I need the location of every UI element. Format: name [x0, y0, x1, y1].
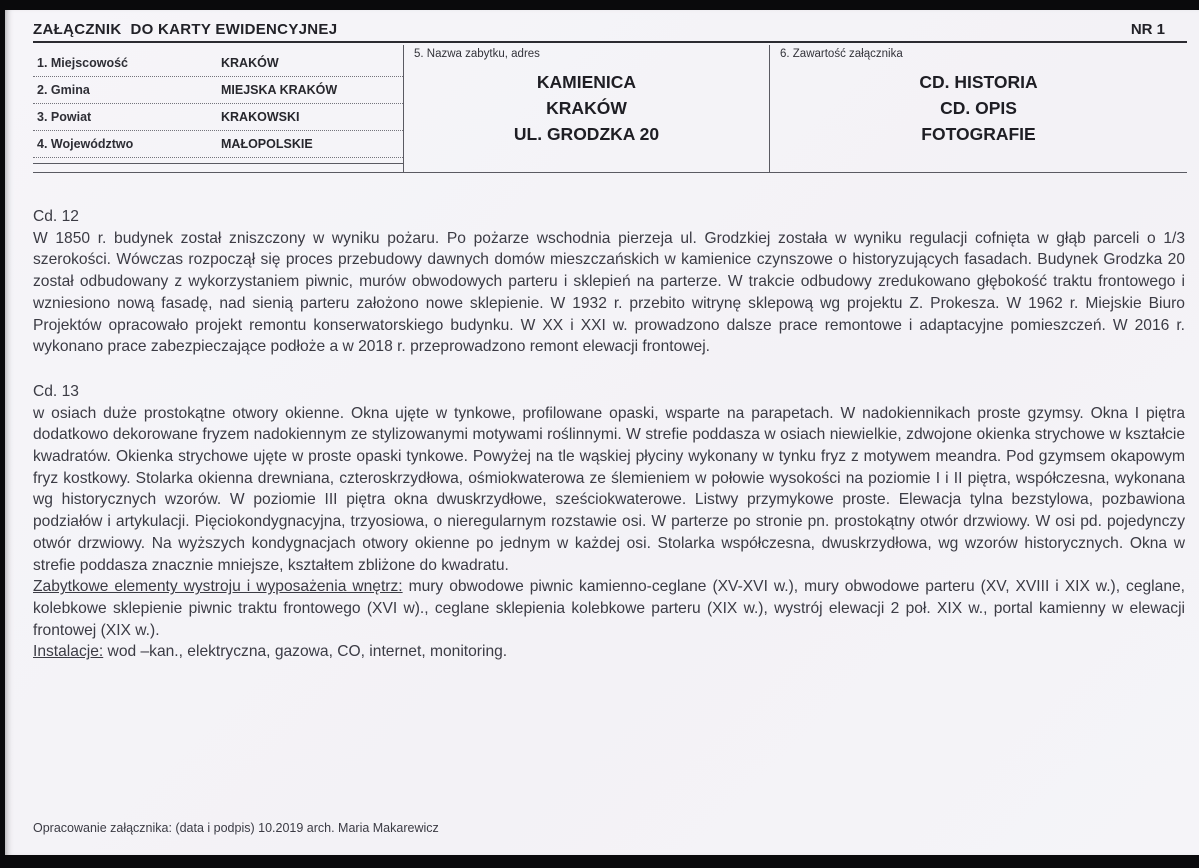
monument-cell-label: 5. Nazwa zabytku, adres: [414, 48, 540, 60]
heritage-elements-paragraph: [33, 576, 1185, 641]
contents-cell-label: 6. Zawartość załącznika: [780, 48, 903, 60]
field-label: 4. Województwo: [37, 137, 134, 151]
field-row-powiat: [33, 104, 403, 131]
location-fields-column: [33, 45, 403, 164]
field-label: 1. Miejscowość: [37, 56, 129, 70]
attachment-contents: [780, 69, 1177, 147]
field-label: 3. Powiat: [37, 110, 92, 124]
document-body: [33, 206, 1185, 663]
monument-name-line: KRAKÓW: [546, 98, 627, 118]
field-row-wojewodztwo: [33, 131, 403, 158]
field-label: 2. Gmina: [37, 83, 90, 97]
field-value: MAŁOPOLSKIE: [221, 137, 313, 151]
attachment-contents-cell: [770, 45, 1187, 172]
attachment-contents-line: FOTOGRAFIE: [921, 124, 1036, 144]
installations-text: wod –kan., elektryczna, gazowa, CO, internet, monitoring.: [103, 643, 508, 661]
monument-name-line: KAMIENICA: [536, 72, 637, 92]
attachment-contents-line: CD. HISTORIA: [919, 72, 1038, 92]
field-value: KRAKOWSKI: [221, 110, 300, 124]
footer-note: Opracowanie załącznika: (data i podpis) 10.2019 arch. Maria Makarewicz: [33, 821, 439, 835]
section-cd13: [33, 381, 1185, 663]
page-title: ZAŁĄCZNIK DO KARTY EWIDENCYJNEJ: [33, 21, 338, 38]
attachment-contents-line: CD. OPIS: [940, 98, 1017, 118]
section-text: w osiach duże prostokątne otwory okienne. Okna ujęte w tynkowe, profilowane opaski, wsparte na parapetach. W nadokiennikach proste gzymsy. Okna I piętra dodatkowo dekorowane fryzem nadokiennym ze stylizowanymi motywami roślinnymi. W strefie poddasza w osiach niewielkie, zdwojone okienka strychowe w kształcie kwadratów. Okienka strychowe ujęte w proste opaski tynkowe. Powyżej na tle wąskiej płyciny wykonany w tynku fryz z motywem meandra. Pod gzymsem okapowym fryz kostkowy. Stolarka okienna drewniana, czteroskrzydłowa, ośmiokwaterowa ze ślemieniem w połowie wysokości na poziomie I i II piętra, współczesna, wykonana wg historycznych wzorów. W poziomie III piętra okna dwuskrzydłowe, sześciokwaterowe. Listwy przymykowe proste. Elewacja tylna bezstylowa, pozbawiona podziałów i artykulacji. Pięciokondygnacyjna, trzyosiowa, o nieregularnym rozstawie osi. W parterze po stronie pn. prostokątny otwór drzwiowy. W osi pd. pojedynczy otwór drzwiowy. Na wyższych kondygnacjach otwory okienne po jednym w każdej osi. Stolarka współczesna, dwuskrzydłowa, wg wzorów historycznych. Okna w strefie poddasza znacznie mniejsze, kształtem zbliżone do kwadratu.: [33, 404, 1185, 574]
header-table: [33, 45, 1187, 173]
field-row-gmina: [33, 77, 403, 104]
section-heading: Cd. 12: [33, 208, 79, 225]
section-heading: Cd. 13: [33, 382, 79, 400]
installations-paragraph: [33, 641, 1185, 663]
field-value: MIEJSKA KRAKÓW: [221, 83, 338, 97]
heritage-elements-text: mury obwodowe piwnic kamienno-ceglane (XV-XVI w.), mury obwodowe parteru (XV, XVIII i XIX w.), ceglane, kolebkowe sklepienie piwnic traktu frontowego (XVI w)., ceglane sklepienia kolebkowe parteru (XIX w.), wystrój elewacji 2 poł. XIX w., portal kamienny w elewacji frontowej (XIX w.).: [33, 578, 1185, 639]
section-text: W 1850 r. budynek został zniszczony w wyniku pożaru. Po pożarze wschodnia pierzeja ul. Grodzkiej została w wyniku regulacji cofnięta w głąb parceli o 1/3 szerokości. Wówczas rozpoczął się proces przebudowy dawnych domów mieszczańskich w kamienice czynszowe o historyzujących fasadach. Budynek Grodzka 20 został odbudowany z wykorzystaniem piwnic, murów obwodowych parteru i sklepień na parterze. W trakcie odbudowy zredukowano głębokość traktu frontowego i wzniesiono nową fasadę, nad sienią parteru założono nowe sklepienie. W 1932 r. przebito witrynę sklepową wg projektu Z. Prokesza. W 1962 r. Miejskie Biuro Projektów opracowało projekt remontu konserwatorskiego budynku. W XX i XXI w. prowadzono dalsze prace remontowe i adaptacyjne pomieszczeń. W 2016 r. wykonano prace zabezpieczające podłoże a w 2018 r. przeprowadzono remont elewacji frontowej.: [33, 229, 1185, 356]
monument-name: [414, 69, 759, 147]
field-value: KRAKÓW: [221, 56, 279, 70]
monument-name-line: UL. GRODZKA 20: [513, 124, 660, 144]
installations-label: Instalacje:: [33, 643, 104, 661]
monument-name-cell: [403, 45, 770, 172]
attachment-number: NR 1: [1130, 21, 1165, 38]
section-cd12: [33, 206, 1185, 358]
field-row-miejscowosc: [33, 50, 403, 77]
document-header: [33, 10, 1187, 43]
heritage-elements-label: Zabytkowe elementy wystroju i wyposażenia wnętrz:: [33, 578, 403, 596]
scanned-document-page: [5, 10, 1199, 855]
